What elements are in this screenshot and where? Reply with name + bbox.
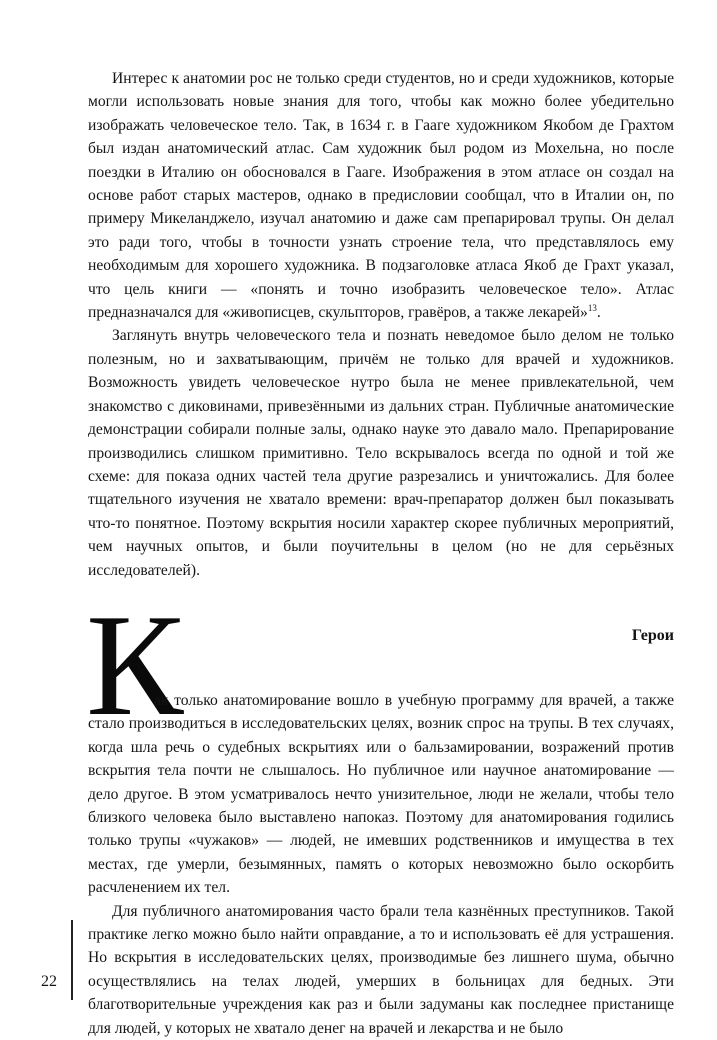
bottom-text-block (88, 689, 674, 1040)
paragraph-tail: . (596, 304, 601, 322)
paragraph (88, 67, 674, 324)
margin-rule (71, 920, 73, 1000)
paragraph-text: Интерес к анатомии рос не только среди студентов, но и среди художников, которые могли использовать новые знания для того, чтобы как можно более убедительно изображать человеческое тело. Так, в 1634 г. в Гааге художником Якобом де Грахтом был издан анатомический атлас. Сам художник был родом из Мохельна, но после поездки в Италию он обосновался в Гааге. Изображения в этом атласе он создал на основе работ старых мастеров, однако в предисловии сообщал, что в Италии он, по примеру Микеланджело, изучал анатомию и даже сам препарировал трупы. Он делал это ради того, чтобы в точности узнать строение тела, что представлялось ему необходимым для хорошего художника. В подзаголовке атласа Якоб де Грахт указал, что цель книги — «понять и точно изобразить человеческое тело». Атлас предназначался для «живописцев, скульпторов, гравёров, а также лекарей» (88, 70, 674, 322)
paragraph-text: Заглянуть внутрь человеческого тела и познать неведомое было делом не только полезным, но и захватывающим, причём не только для врачей и художников. Возможность увидеть человеческое нутро была не менее привлекательной, чем знакомство с диковинами, привезёнными из дальних стран. Публичные анатомические демонстрации собирали полные залы, однако науке это давало мало. Препарирование производились слишком примитивно. Тело вскрывалось всегда по одной и той же схеме: для показа одних частей тела другие разрезались и уничтожались. Для более тщательного изучения не хватало времени: врач-препаратор должен был показывать что-то понятное. Поэтому вскрытия носили характер скорее публичных мероприятий, чем научных опытов, и были поучительны в целом (но не для серьёзных исследователей). (88, 327, 674, 579)
paragraph-text: Для публичного анатомирования часто брали тела казнённых преступников. Такой практике легко можно было найти оправдание, а то и использовать её для устрашения. Но вскрытия в исследовательских целях, производимые без лишнего шума, обычно осуществлялись на телах людей, умерших в больницах для бедных. Эти благотворительные учреждения как раз и были задуманы как последнее пристанище для людей, у которых не хватало денег на врачей и лекарства и не было (88, 902, 674, 1037)
paragraph (88, 324, 674, 581)
footnote-marker[interactable]: 13 (587, 303, 597, 314)
paragraph (88, 900, 674, 1040)
section-title: Герои (631, 627, 674, 644)
page-number: 22 (41, 973, 57, 990)
top-text-block (88, 67, 674, 582)
drop-cap: К (86, 584, 182, 746)
paragraph-text: ак только анатомирование вошло в учебную программу для врачей, а также стало производиться в исследовательских целях, возник спрос на трупы. В тех случаях, когда шла речь о судебных вскрытиях или о бальзамировании, возражений против вскрытия тела почти не слышалось. Но публичное или научное анатомирование — дело другое. В этом усматривалось нечто унизительное, люди не желали, чтобы тело близкого человека было выставлено напоказ. Поэтому для анатомирования годились только трупы «чужаков» — людей, не имевших родственников и имущества в тех местах, где умерли, безымянных, память о которых невозможно было оскорбить расчленением их тел. (88, 692, 674, 897)
paragraph (88, 689, 674, 900)
